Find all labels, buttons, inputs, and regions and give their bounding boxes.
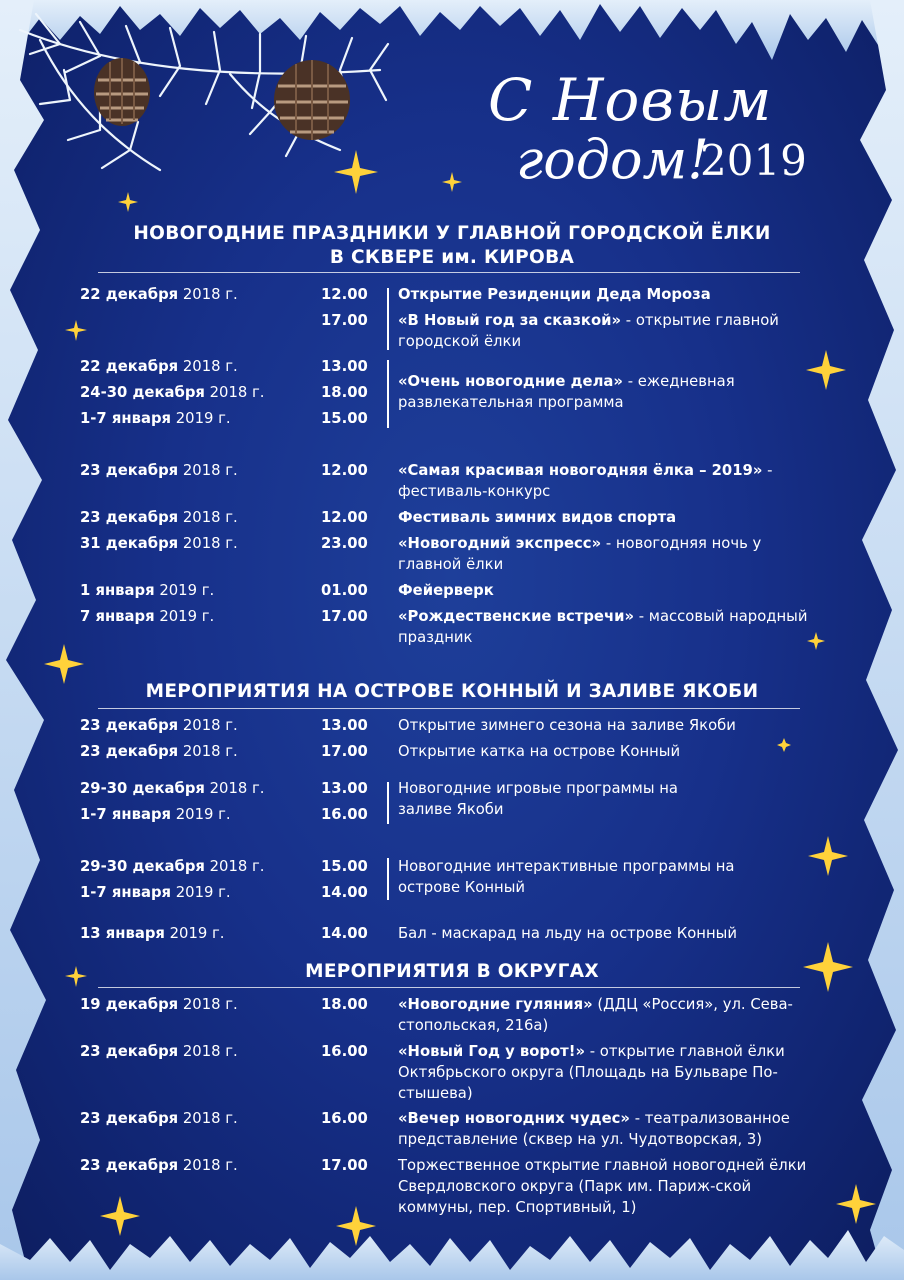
section-1-title-line-2: В СКВЕРЕ им. КИРОВА <box>329 247 575 268</box>
event-name: «Новогодние гуляния» (ДДЦ «Россия», ул. Сева-стопольская, 216а) <box>398 996 793 1034</box>
event-date: 29-30 декабря 2018 г. <box>80 780 265 797</box>
event-time: 18.00 <box>321 996 368 1013</box>
star-icon <box>336 1206 376 1246</box>
event-name: Новогодние интерактивные программы на острове Конный <box>398 858 735 896</box>
event-time: 15.00 <box>321 410 368 427</box>
event-name: Фейерверк <box>398 582 494 599</box>
event-name: Торжественное открытие главной новогодней ёлки Свердловского округа (Парк им. Париж-ской коммуны, пер. Спортивный, 1) <box>398 1157 807 1216</box>
group-bar <box>387 288 389 350</box>
event-date: 29-30 декабря 2018 г. <box>80 858 265 875</box>
event-time: 12.00 <box>321 286 368 303</box>
event-date: 1-7 января 2019 г. <box>80 884 231 901</box>
event-date: 1-7 января 2019 г. <box>80 410 231 427</box>
greeting-block <box>0 0 904 210</box>
event-name: Открытие катка на острове Конный <box>398 743 681 760</box>
event-time: 13.00 <box>321 717 368 734</box>
event-time: 13.00 <box>321 358 368 375</box>
event-time: 16.00 <box>321 806 368 823</box>
event-date: 22 декабря 2018 г. <box>80 358 238 375</box>
event-date: 1 января 2019 г. <box>80 582 215 599</box>
event-time: 17.00 <box>321 312 368 329</box>
event-date: 23 декабря 2018 г. <box>80 509 238 526</box>
event-time: 14.00 <box>321 884 368 901</box>
event-time: 23.00 <box>321 535 368 552</box>
event-name: «Вечер новогодних чудес» - театрализованное представление (сквер на ул. Чудотворская, 3) <box>398 1110 790 1148</box>
star-icon <box>44 644 84 684</box>
section-2-title: МЕРОПРИЯТИЯ НА ОСТРОВЕ КОННЫЙ И ЗАЛИВЕ ЯКОБИ <box>145 681 759 702</box>
greeting-line-1: С Новым <box>488 66 773 134</box>
event-date: 23 декабря 2018 г. <box>80 717 238 734</box>
event-time: 14.00 <box>321 925 368 942</box>
event-time: 18.00 <box>321 384 368 401</box>
event-date: 22 декабря 2018 г. <box>80 286 238 303</box>
event-date: 24-30 декабря 2018 г. <box>80 384 265 401</box>
event-name: Открытие зимнего сезона на заливе Якоби <box>398 717 736 734</box>
group-bar <box>387 858 389 900</box>
event-name: Бал - маскарад на льду на острове Конный <box>398 925 737 942</box>
event-time: 17.00 <box>321 743 368 760</box>
event-name: «Новогодний экспресс» - новогодняя ночь у главной ёлки <box>398 535 762 573</box>
event-date: 23 декабря 2018 г. <box>80 743 238 760</box>
star-icon <box>65 320 87 341</box>
event-date: 7 января 2019 г. <box>80 608 215 625</box>
event-time: 12.00 <box>321 509 368 526</box>
event-date: 23 декабря 2018 г. <box>80 1110 238 1127</box>
event-time: 15.00 <box>321 858 368 875</box>
section-1-title <box>0 222 904 270</box>
event-name: Открытие Резиденции Деда Мороза <box>398 286 711 303</box>
event-name: Фестиваль зимних видов спорта <box>398 509 677 526</box>
section-3-title: МЕРОПРИЯТИЯ В ОКРУГАХ <box>305 961 599 982</box>
event-time: 16.00 <box>321 1043 368 1060</box>
event-date: 23 декабря 2018 г. <box>80 1157 238 1174</box>
event-time: 17.00 <box>321 608 368 625</box>
event-time: 01.00 <box>321 582 368 599</box>
star-icon <box>836 1184 876 1224</box>
section-3-rule <box>98 987 800 988</box>
greeting-year: 2019 <box>700 136 807 185</box>
event-date: 19 декабря 2018 г. <box>80 996 238 1013</box>
section-2-rule <box>98 708 800 709</box>
event-name: Новогодние игровые программы на заливе Якоби <box>398 780 678 818</box>
event-time: 13.00 <box>321 780 368 797</box>
star-icon <box>808 836 848 876</box>
event-date: 1-7 января 2019 г. <box>80 806 231 823</box>
event-date: 13 января 2019 г. <box>80 925 225 942</box>
group-bar <box>387 782 389 824</box>
section-1-rule <box>98 272 800 273</box>
event-date: 23 декабря 2018 г. <box>80 462 238 479</box>
event-date: 31 декабря 2018 г. <box>80 535 238 552</box>
event-time: 16.00 <box>321 1110 368 1127</box>
event-name: «Рождественские встречи» - массовый народный праздник <box>398 608 808 646</box>
event-name: «Новый Год у ворот!» - открытие главной ёлки Октябрьского округа (Площадь на Бульваре По-стышева) <box>398 1043 785 1102</box>
event-time: 17.00 <box>321 1157 368 1174</box>
event-date: 23 декабря 2018 г. <box>80 1043 238 1060</box>
group-bar <box>387 360 389 428</box>
section-1-title-line-1: НОВОГОДНИЕ ПРАЗДНИКИ У ГЛАВНОЙ ГОРОДСКОЙ ЁЛКИ <box>133 223 771 244</box>
event-name: «Самая красивая новогодняя ёлка – 2019» - фестиваль-конкурс <box>398 462 773 500</box>
star-icon <box>100 1196 140 1236</box>
event-name: «Очень новогодние дела» - ежедневная развлекательная программа <box>398 373 735 411</box>
greeting-line-2: годом! <box>516 128 710 191</box>
event-name: «В Новый год за сказкой» - открытие главной городской ёлки <box>398 312 779 350</box>
event-time: 12.00 <box>321 462 368 479</box>
